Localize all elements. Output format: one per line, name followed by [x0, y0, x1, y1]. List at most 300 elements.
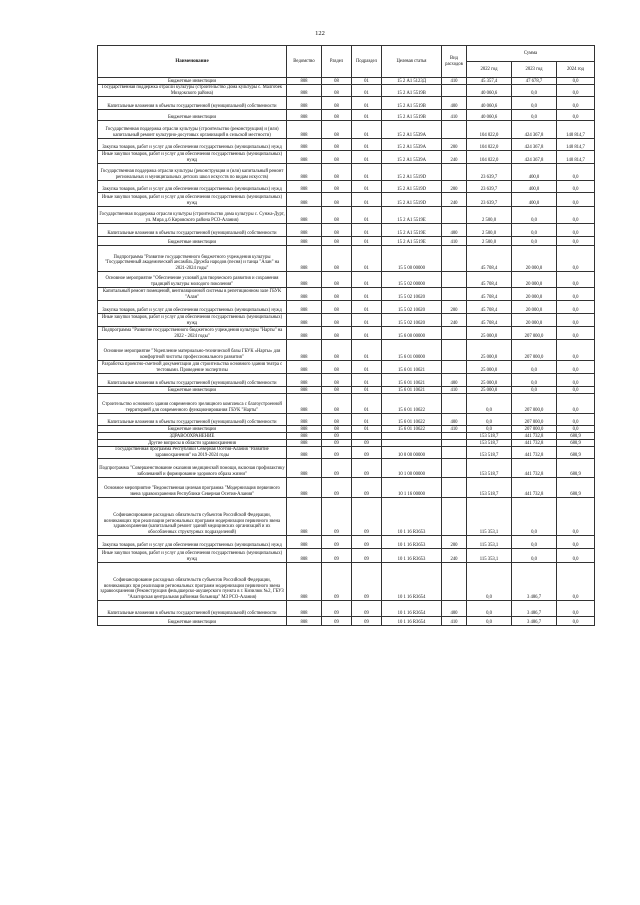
cell-2024: 0,0: [557, 549, 595, 563]
cell-name: Подпрограмма "Развитие государственного бюджетного учреждения культуры "Нарты" на 2022 - 2024 годы": [98, 327, 287, 340]
cell-2024: 0,0: [557, 563, 595, 601]
cell-2023: 0,0: [512, 97, 557, 110]
cell-razdel: 08: [322, 237, 352, 246]
cell-2023: 424 367,8: [512, 121, 557, 139]
table-row: [98, 536, 595, 549]
cell-expense-type: 240: [442, 314, 467, 327]
cell-podrazdel: 01: [352, 374, 382, 387]
cell-2024: 0,0: [557, 498, 595, 536]
cell-expense-type: 400: [442, 601, 467, 617]
table-row: [98, 301, 595, 314]
cell-podrazdel: 01: [352, 97, 382, 110]
cell-ved: 808: [287, 314, 322, 327]
table-row: [98, 181, 595, 193]
cell-2024: 0,0: [557, 601, 595, 617]
cell-2023: 441 732,8: [512, 440, 557, 447]
cell-2022: 153 518,7: [467, 440, 512, 447]
cell-2023: 0,0: [512, 387, 557, 394]
cell-ved: 808: [287, 78, 322, 85]
table-row: [98, 387, 595, 394]
cell-podrazdel: 01: [352, 387, 382, 394]
cell-expense-type: 400: [442, 374, 467, 387]
header-year-2024: 2024 год: [557, 62, 595, 78]
cell-target-article: 10 1 16 R3654: [382, 563, 442, 601]
table-row: [98, 246, 595, 272]
cell-expense-type: 410: [442, 387, 467, 394]
cell-2023: 20 000,0: [512, 288, 557, 301]
table-row: [98, 164, 595, 181]
cell-expense-type: [442, 433, 467, 440]
cell-ved: 808: [287, 440, 322, 447]
cell-name: Бюджетные инвестиции: [98, 617, 287, 626]
cell-podrazdel: 01: [352, 394, 382, 414]
cell-2024: 0,0: [557, 193, 595, 207]
cell-ved: 808: [287, 301, 322, 314]
cell-razdel: 09: [322, 601, 352, 617]
table-row: [98, 110, 595, 121]
cell-2024: 0,0: [557, 374, 595, 387]
cell-ved: 808: [287, 426, 322, 433]
table-row: [98, 459, 595, 478]
cell-target-article: 15 2 А1 5519D: [382, 164, 442, 181]
cell-name: ЗДРАВООХРАНЕНИЕ: [98, 433, 287, 440]
cell-expense-type: [442, 440, 467, 447]
cell-target-article: 15 2 А1 5519В: [382, 97, 442, 110]
cell-ved: 808: [287, 110, 322, 121]
cell-razdel: 08: [322, 181, 352, 193]
cell-podrazdel: 01: [352, 327, 382, 340]
cell-ved: 808: [287, 536, 322, 549]
cell-expense-type: [442, 272, 467, 288]
cell-ved: 808: [287, 164, 322, 181]
cell-expense-type: [442, 340, 467, 361]
cell-podrazdel: 01: [352, 340, 382, 361]
cell-target-article: 15 6 00 00000: [382, 327, 442, 340]
cell-2022: 115 353,1: [467, 549, 512, 563]
cell-2024: 140 814,7: [557, 151, 595, 164]
cell-razdel: 09: [322, 549, 352, 563]
cell-target-article: 15 5 02 10620: [382, 314, 442, 327]
cell-target-article: 10 0 00 00000: [382, 447, 442, 459]
cell-2024: 0,0: [557, 340, 595, 361]
cell-2022: 45 708,4: [467, 272, 512, 288]
cell-expense-type: [442, 394, 467, 414]
cell-podrazdel: 09: [352, 498, 382, 536]
cell-razdel: 08: [322, 207, 352, 224]
cell-podrazdel: 01: [352, 207, 382, 224]
cell-target-article: 10 1 16 R3654: [382, 601, 442, 617]
cell-name: Бюджетные инвестиции: [98, 110, 287, 121]
cell-razdel: 08: [322, 246, 352, 272]
cell-ved: 808: [287, 340, 322, 361]
cell-target-article: 15 2 А1 5539А: [382, 139, 442, 151]
cell-target-article: 15 2 А1 5519В: [382, 85, 442, 97]
cell-2022: 25 000,0: [467, 340, 512, 361]
cell-ved: 808: [287, 498, 322, 536]
cell-2023: 441 732,8: [512, 447, 557, 459]
cell-target-article: 15 2 А1 5519В: [382, 110, 442, 121]
cell-expense-type: [442, 121, 467, 139]
cell-2022: 25 000,0: [467, 327, 512, 340]
cell-name: Капитальный ремонт помещений, вентиляционной системы в репетиционном зале ГБУК "Алан": [98, 288, 287, 301]
header-razdel: Раздел: [322, 46, 352, 78]
cell-ved: 808: [287, 394, 322, 414]
cell-ved: 808: [287, 374, 322, 387]
table-row: [98, 426, 595, 433]
cell-razdel: 09: [322, 440, 352, 447]
cell-ved: 808: [287, 207, 322, 224]
cell-name: Подпрограмма "Развитие государственного бюджетного учреждения культуры "Государственный академический ансамбль Дружба народов (песня) и танца "Алан" на 2021-2024 годы": [98, 246, 287, 272]
cell-expense-type: [442, 207, 467, 224]
cell-ved: 808: [287, 361, 322, 374]
cell-ved: 808: [287, 459, 322, 478]
cell-ved: 808: [287, 617, 322, 626]
cell-ved: 808: [287, 139, 322, 151]
table-row: [98, 549, 595, 563]
cell-target-article: [382, 433, 442, 440]
cell-podrazdel: 01: [352, 193, 382, 207]
table-row: [98, 151, 595, 164]
cell-target-article: 10 1 16 R3653: [382, 549, 442, 563]
cell-2024: 0,0: [557, 85, 595, 97]
cell-2023: 207 000,0: [512, 327, 557, 340]
cell-2024: 0,0: [557, 97, 595, 110]
cell-podrazdel: 01: [352, 314, 382, 327]
cell-name: Закупка товаров, работ и услуг для обеспечения государственных (муниципальных) нужд: [98, 139, 287, 151]
cell-podrazdel: 01: [352, 151, 382, 164]
cell-2023: 0,0: [512, 224, 557, 237]
cell-2022: 45 708,4: [467, 301, 512, 314]
cell-razdel: 08: [322, 193, 352, 207]
cell-2023: 0,0: [512, 207, 557, 224]
cell-2022: 40 060,6: [467, 97, 512, 110]
cell-target-article: 10 1 16 R3654: [382, 617, 442, 626]
cell-podrazdel: 01: [352, 164, 382, 181]
cell-name: Софинансирование расходных обязательств субъектов Российской Федерации, возникающих при реализации региональных программ модернизации первичного звена здравоохранения (капитальный ремонт зданий медицинских организаций и их обособленных структурных подразделений): [98, 498, 287, 536]
cell-target-article: 15 5 00 00000: [382, 246, 442, 272]
cell-target-article: 15 6 01 10622: [382, 414, 442, 426]
cell-2023: 20 000,0: [512, 272, 557, 288]
cell-expense-type: 410: [442, 237, 467, 246]
cell-razdel: 08: [322, 121, 352, 139]
table-row: [98, 601, 595, 617]
cell-razdel: 08: [322, 151, 352, 164]
table-row: [98, 617, 595, 626]
table-row: [98, 139, 595, 151]
cell-podrazdel: 01: [352, 78, 382, 85]
cell-2023: 424 367,8: [512, 139, 557, 151]
cell-2024: 680,9: [557, 433, 595, 440]
cell-expense-type: [442, 447, 467, 459]
cell-razdel: 08: [322, 272, 352, 288]
cell-expense-type: 400: [442, 97, 467, 110]
cell-razdel: 08: [322, 414, 352, 426]
cell-2022: 0,0: [467, 426, 512, 433]
cell-ved: 808: [287, 193, 322, 207]
cell-expense-type: 240: [442, 549, 467, 563]
cell-podrazdel: 09: [352, 478, 382, 498]
cell-target-article: 15 5 02 10620: [382, 301, 442, 314]
cell-2024: 0,0: [557, 181, 595, 193]
table-row: [98, 327, 595, 340]
cell-expense-type: [442, 85, 467, 97]
cell-razdel: 08: [322, 387, 352, 394]
table-row: [98, 361, 595, 374]
cell-podrazdel: 01: [352, 361, 382, 374]
cell-target-article: 15 2 А1 5519D: [382, 181, 442, 193]
cell-2022: 0,0: [467, 394, 512, 414]
cell-podrazdel: 09: [352, 440, 382, 447]
cell-razdel: 09: [322, 433, 352, 440]
cell-2024: 680,9: [557, 447, 595, 459]
cell-target-article: 10 1 00 00000: [382, 459, 442, 478]
cell-2024: 0,0: [557, 110, 595, 121]
cell-2022: 104 022,0: [467, 139, 512, 151]
cell-name: Иные закупки товаров, работ и услуг для обеспечения государственных (муниципальных) нужд: [98, 151, 287, 164]
cell-razdel: 09: [322, 563, 352, 601]
table-row: [98, 563, 595, 601]
cell-2022: 0,0: [467, 414, 512, 426]
cell-2023: 3 486,7: [512, 601, 557, 617]
cell-2024: 140 814,7: [557, 121, 595, 139]
cell-expense-type: 240: [442, 193, 467, 207]
cell-name: Основное мероприятие "Ведомственная целевая программа "Модернизация первичного звена здравоохранения Республики Северная Осетия-Алания": [98, 478, 287, 498]
table-row: [98, 85, 595, 97]
cell-target-article: 15 6 01 10621: [382, 387, 442, 394]
cell-name: Подпрограмма "Совершенствование оказания медицинской помощи, включая профилактику заболеваний и формирование здорового образа жизни": [98, 459, 287, 478]
cell-target-article: 10 1 16 R3653: [382, 498, 442, 536]
cell-2023: 0,0: [512, 549, 557, 563]
cell-2024: 0,0: [557, 426, 595, 433]
cell-2022: 153 518,7: [467, 433, 512, 440]
header-podrazdel: Подраздел: [352, 46, 382, 78]
cell-2024: 0,0: [557, 387, 595, 394]
cell-ved: 808: [287, 563, 322, 601]
cell-2024: 0,0: [557, 246, 595, 272]
cell-expense-type: 400: [442, 414, 467, 426]
cell-2024: 0,0: [557, 536, 595, 549]
cell-2023: 207 000,0: [512, 394, 557, 414]
cell-2022: 115 353,1: [467, 498, 512, 536]
cell-2023: 0,0: [512, 110, 557, 121]
header-expense-type: Вид расходов: [442, 46, 467, 78]
cell-2023: 207 000,0: [512, 414, 557, 426]
cell-target-article: 15 2 А1 5519Е: [382, 237, 442, 246]
cell-ved: 808: [287, 288, 322, 301]
cell-2023: 0,0: [512, 361, 557, 374]
cell-expense-type: 410: [442, 78, 467, 85]
cell-razdel: 08: [322, 361, 352, 374]
cell-2024: 0,0: [557, 288, 595, 301]
cell-2022: 45 708,4: [467, 314, 512, 327]
cell-name: Строительство основного здания современного зрелищного комплекса с благоустроенной территорией для современного функционирования ГБУК "Нарты": [98, 394, 287, 414]
cell-2023: 400,0: [512, 193, 557, 207]
cell-target-article: 15 2 А1 5519D: [382, 193, 442, 207]
header-name: Наименование: [98, 46, 287, 78]
cell-expense-type: [442, 563, 467, 601]
cell-podrazdel: 09: [352, 617, 382, 626]
cell-razdel: 09: [322, 459, 352, 478]
cell-2023: 0,0: [512, 85, 557, 97]
cell-podrazdel: 01: [352, 301, 382, 314]
cell-razdel: 08: [322, 301, 352, 314]
cell-name: Капитальные вложения в объекты государственной (муниципальной) собственности: [98, 97, 287, 110]
cell-2022: 153 518,7: [467, 478, 512, 498]
cell-name: Закупка товаров, работ и услуг для обеспечения государственных (муниципальных) нужд: [98, 301, 287, 314]
cell-2023: 0,0: [512, 536, 557, 549]
table-row: [98, 433, 595, 440]
table-row: [98, 478, 595, 498]
cell-2023: 47 678,7: [512, 78, 557, 85]
cell-ved: 808: [287, 601, 322, 617]
cell-target-article: 15 6 01 10622: [382, 426, 442, 433]
cell-expense-type: 400: [442, 224, 467, 237]
cell-2024: 680,9: [557, 440, 595, 447]
cell-2024: 0,0: [557, 361, 595, 374]
cell-2024: 0,0: [557, 207, 595, 224]
cell-2024: 0,0: [557, 617, 595, 626]
cell-target-article: 15 5 02 10620: [382, 288, 442, 301]
cell-name: Капитальные вложения в объекты государственной (муниципальной) собственности: [98, 224, 287, 237]
cell-razdel: 08: [322, 164, 352, 181]
cell-name: Софинансирование расходных обязательств субъектов Российской Федерации, возникающих при реализации региональных программ модернизации первичного звена здравоохранения (Реконструкция фельдшерско-акушерского пункта в г. Кизилюк №2, ГБУЗ "Алагирская центральная районная больница" МЗ РСО-Алания): [98, 563, 287, 601]
cell-name: Иные закупки товаров, работ и услуг для обеспечения государственных (муниципальных) нужд: [98, 549, 287, 563]
cell-razdel: 08: [322, 139, 352, 151]
cell-target-article: 15 2 А1 5539А: [382, 121, 442, 139]
cell-2022: 0,0: [467, 617, 512, 626]
cell-2023: 424 367,8: [512, 151, 557, 164]
cell-2024: 0,0: [557, 301, 595, 314]
cell-podrazdel: [352, 433, 382, 440]
table-row: [98, 394, 595, 414]
header-target-article: Целевая статья: [382, 46, 442, 78]
cell-razdel: 08: [322, 314, 352, 327]
cell-name: Государственная поддержка отрасли культуры (реконструкция и (или) капитальный ремонт региональных и муниципальных детских школ искусств по видам искусств): [98, 164, 287, 181]
cell-2023: 0,0: [512, 498, 557, 536]
cell-podrazdel: 01: [352, 237, 382, 246]
cell-2023: 3 486,7: [512, 617, 557, 626]
header-ved: Ведомство: [287, 46, 322, 78]
cell-ved: 808: [287, 97, 322, 110]
cell-2022: 0,0: [467, 563, 512, 601]
cell-2023: 0,0: [512, 374, 557, 387]
cell-podrazdel: 01: [352, 139, 382, 151]
cell-2022: 153 518,7: [467, 459, 512, 478]
cell-target-article: 15 2 А1 5519Е: [382, 224, 442, 237]
cell-name: Государственная поддержка отрасли культуры (строительство (реконструкция) и (или) капитальный ремонт культурно-досуговых организаций в сельской местности): [98, 121, 287, 139]
cell-2022: 2 500,0: [467, 207, 512, 224]
cell-2024: 0,0: [557, 394, 595, 414]
header-year-2023: 2023 год: [512, 62, 557, 78]
cell-podrazdel: 01: [352, 414, 382, 426]
cell-2023: 441 732,8: [512, 478, 557, 498]
cell-ved: 808: [287, 478, 322, 498]
cell-expense-type: 240: [442, 151, 467, 164]
cell-2024: 680,9: [557, 478, 595, 498]
cell-razdel: 08: [322, 327, 352, 340]
cell-ved: 808: [287, 447, 322, 459]
table-row: [98, 440, 595, 447]
cell-2023: 3 486,7: [512, 563, 557, 601]
cell-2023: 0,0: [512, 237, 557, 246]
cell-2023: 207 000,0: [512, 426, 557, 433]
cell-2022: 45 708,4: [467, 288, 512, 301]
cell-ved: 808: [287, 151, 322, 164]
cell-podrazdel: 01: [352, 288, 382, 301]
table-body: [98, 78, 595, 626]
table-row: [98, 314, 595, 327]
cell-2022: 25 000,0: [467, 361, 512, 374]
cell-2022: 23 639,7: [467, 164, 512, 181]
cell-podrazdel: 09: [352, 459, 382, 478]
table-row: [98, 121, 595, 139]
cell-2024: 0,0: [557, 327, 595, 340]
cell-target-article: 15 6 01 10621: [382, 361, 442, 374]
cell-2023: 207 000,0: [512, 340, 557, 361]
header-year-2022: 2022 год: [467, 62, 512, 78]
cell-2022: 45 708,4: [467, 246, 512, 272]
cell-expense-type: 200: [442, 536, 467, 549]
cell-name: Основное мероприятие "Укрепление материально-технической базы ГБУК «Нарты» для комфортной чистоты профессионального развития": [98, 340, 287, 361]
cell-2024: 0,0: [557, 314, 595, 327]
cell-expense-type: [442, 246, 467, 272]
cell-expense-type: 410: [442, 617, 467, 626]
cell-2022: 2 500,0: [467, 224, 512, 237]
page-number: 122: [315, 30, 325, 37]
cell-target-article: 15 2 А1 5123Д: [382, 78, 442, 85]
cell-2022: 0,0: [467, 601, 512, 617]
cell-podrazdel: 09: [352, 563, 382, 601]
table-row: [98, 78, 595, 85]
cell-name: Капитальные вложения в объекты государственной (муниципальной) собственности: [98, 414, 287, 426]
cell-target-article: 15 6 01 10621: [382, 374, 442, 387]
table-header: [98, 46, 595, 78]
cell-2022: 104 022,0: [467, 121, 512, 139]
table-row: [98, 224, 595, 237]
cell-2023: 20 000,0: [512, 301, 557, 314]
cell-2023: 441 732,8: [512, 433, 557, 440]
cell-podrazdel: 01: [352, 181, 382, 193]
table-row: [98, 447, 595, 459]
cell-podrazdel: 01: [352, 426, 382, 433]
table-row: [98, 288, 595, 301]
cell-2024: 0,0: [557, 224, 595, 237]
cell-ved: 808: [287, 549, 322, 563]
cell-name: Капитальные вложения в объекты государственной (муниципальной) собственности: [98, 374, 287, 387]
cell-expense-type: [442, 164, 467, 181]
cell-name: Государственная программа Республики Северная Осетия-Алания "Развитие здравоохранения" на 2019-2024 годы: [98, 447, 287, 459]
cell-2022: 25 000,0: [467, 374, 512, 387]
cell-expense-type: 200: [442, 139, 467, 151]
cell-expense-type: 200: [442, 301, 467, 314]
cell-podrazdel: 01: [352, 272, 382, 288]
cell-2023: 20 000,0: [512, 314, 557, 327]
cell-name: Основное мероприятие "Обеспечение условий для творческого развития и сохранения традиций культуры молодого поколения": [98, 272, 287, 288]
cell-ved: 808: [287, 414, 322, 426]
cell-razdel: 08: [322, 394, 352, 414]
cell-podrazdel: 01: [352, 85, 382, 97]
cell-name: Бюджетные инвестиции: [98, 78, 287, 85]
cell-razdel: 08: [322, 340, 352, 361]
cell-expense-type: [442, 288, 467, 301]
cell-expense-type: 410: [442, 110, 467, 121]
header-sum: Сумма: [467, 46, 595, 62]
table-row: [98, 97, 595, 110]
cell-podrazdel: 09: [352, 447, 382, 459]
cell-name: Закупка товаров, работ и услуг для обеспечения государственных (муниципальных) нужд: [98, 536, 287, 549]
cell-ved: 808: [287, 181, 322, 193]
cell-2022: 23 639,7: [467, 193, 512, 207]
